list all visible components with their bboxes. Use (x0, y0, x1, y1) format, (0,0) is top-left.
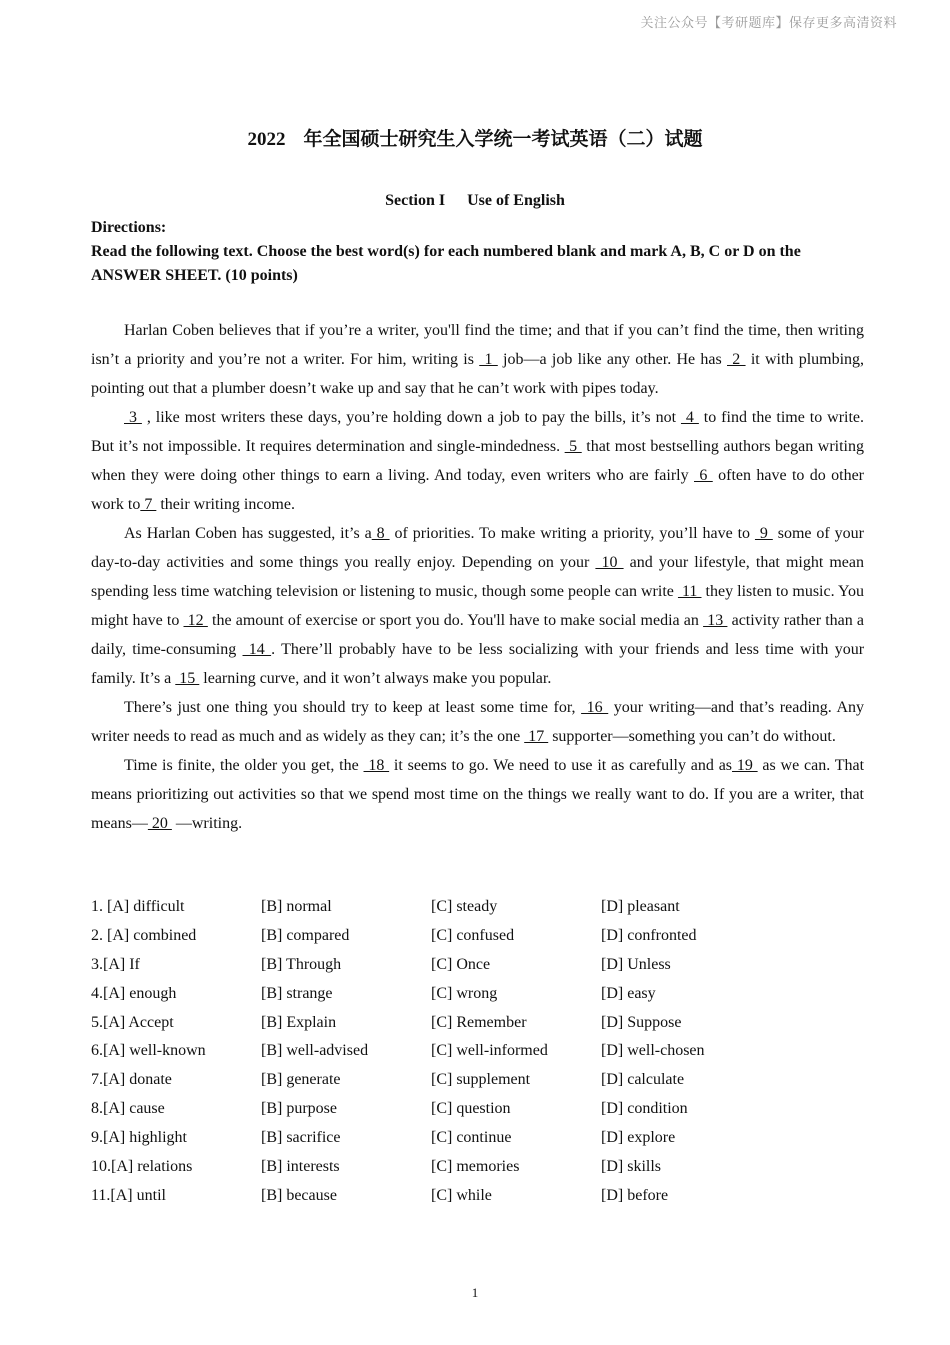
option-a: 7.[A] donate (91, 1071, 172, 1089)
option-row (91, 1153, 891, 1182)
option-d: [D] condition (601, 1100, 688, 1118)
blank-9: 9 (754, 525, 773, 542)
paragraph-3 (91, 519, 864, 693)
option-a: 8.[A] cause (91, 1100, 165, 1118)
passage-text: Harlan Coben believes that if you’re a writer, you'll find the time; and that if you can’t find the time, then writing isn’t a priority and you’re not a writer. For him, writing is (91, 322, 864, 368)
blank-13: 13 (703, 612, 728, 629)
option-row (91, 1182, 891, 1211)
option-row (91, 893, 891, 922)
blank-2: 2 (727, 351, 746, 368)
option-a: 6.[A] well-known (91, 1042, 206, 1060)
page-number: 1 (471, 1285, 479, 1300)
blank-12: 12 (183, 612, 208, 629)
passage-text: and your lifestyle, that might mean spending less time watching television or listening to music, though some people can write (91, 554, 865, 600)
option-c: [C] while (431, 1186, 492, 1204)
blank-15: 15 (175, 670, 200, 687)
passage-text: Time is finite, the older you get, the (124, 757, 364, 774)
passage-text: job—a job like any other. He has (497, 351, 728, 368)
option-b: [B] well-advised (261, 1042, 369, 1060)
option-b: [B] because (261, 1186, 337, 1204)
option-d: [D] easy (601, 984, 656, 1002)
exam-title (0, 124, 950, 151)
passage-text: it with plumbing, pointing out that a plumber doesn’t wake up and say that he can’t work with pipes today. (91, 351, 865, 397)
passage-text: learning curve, and it won’t always make you popular. (199, 670, 552, 687)
directions-heading: Directions: (91, 219, 167, 236)
option-row (91, 980, 891, 1009)
option-a: 2. [A] combined (91, 926, 197, 944)
passage-text: , like most writers these days, you’re holding down a job to pay the bills, it’s not (141, 409, 681, 426)
passage-text: they listen to music. You might have to (91, 583, 865, 629)
paragraph-1 (91, 316, 864, 403)
passage-text: . There’ll probably have to be less socializing with your friends and less time with your family. It’s a (91, 641, 865, 687)
passage-text: the amount of exercise or sport you do. You'll have to make social media an (207, 612, 704, 629)
blank-17: 17 (524, 728, 549, 745)
passage-text: your writing—and that’s reading. Any writer needs to read as much and as widely as they can; it’s the one (91, 699, 864, 745)
section-heading (0, 192, 950, 210)
passage-text: of priorities. To make writing a priority, you’ll have to (389, 525, 755, 542)
option-c: [C] confused (431, 926, 515, 944)
blank-5: 5 (564, 438, 582, 455)
blank-14: 14 (242, 641, 272, 658)
blank-3: 3 (124, 409, 142, 426)
option-b: [B] normal (261, 898, 332, 915)
blank-18: 18 (363, 757, 390, 774)
reading-passage (91, 316, 864, 838)
passage-text: their writing income. (156, 496, 295, 513)
option-c: [C] memories (431, 1158, 520, 1176)
option-b: [B] purpose (261, 1100, 337, 1118)
passage-text: some of your day-to-day activities and some things you really enjoy. Depending on your (91, 525, 864, 571)
paragraph-4 (91, 693, 864, 751)
option-row (91, 1066, 891, 1095)
option-b: [B] Explain (261, 1013, 337, 1031)
blank-10: 10 (595, 554, 624, 571)
option-b: [B] interests (261, 1158, 340, 1176)
option-a: 5.[A] Accept (91, 1013, 174, 1031)
option-row (91, 1009, 891, 1038)
blank-6: 6 (694, 467, 713, 484)
option-d: [D] Unless (601, 955, 671, 973)
option-d: [D] Suppose (601, 1013, 682, 1031)
option-row (91, 1037, 891, 1066)
option-a: 10.[A] relations (91, 1158, 193, 1176)
option-c: [C] wrong (431, 984, 498, 1002)
passage-text: it seems to go. We need to use it as carefully and as (389, 757, 733, 774)
blank-19: 19 (732, 757, 758, 774)
option-a: 9.[A] highlight (91, 1129, 187, 1147)
option-d: [D] skills (601, 1158, 661, 1176)
section-name: Use of English (467, 192, 565, 209)
paragraph-5 (91, 751, 864, 838)
answer-options (91, 893, 891, 1211)
option-d: [D] confronted (601, 926, 697, 944)
option-d: [D] before (601, 1186, 669, 1204)
option-row (91, 922, 891, 951)
option-b: [B] sacrifice (261, 1129, 341, 1147)
option-c: [C] Remember (431, 1013, 527, 1031)
option-a: 3.[A] If (91, 955, 140, 973)
passage-text: that most bestselling authors began writing when they were doing other things to earn a living. And today, even writers who are fairly (91, 438, 864, 484)
directions-text: Read the following text. Choose the best word(s) for each numbered blank and mark A, B, C or D on the ANSWER SHEET. (10 points) (91, 243, 801, 284)
option-row (91, 1095, 891, 1124)
option-c: [C] well-informed (431, 1042, 548, 1060)
passage-text: to find the time to write. But it’s not impossible. It requires determination and single-mindedness. (91, 409, 865, 455)
directions-block (91, 216, 866, 288)
passage-text: as we can. That means prioritizing out activities so that we spend most time on the things we really want to do. If you are a writer, that means— (91, 757, 865, 832)
option-b: [B] strange (261, 984, 333, 1002)
option-c: [C] continue (431, 1129, 512, 1147)
blank-20: 20 (147, 815, 172, 832)
passage-text: —writing. (171, 815, 243, 832)
paragraph-2 (91, 403, 864, 519)
option-d: [D] explore (601, 1129, 676, 1147)
option-c: [C] supplement (431, 1071, 531, 1089)
blank-11: 11 (677, 583, 702, 600)
option-b: [B] Through (261, 955, 342, 973)
passage-text: often have to do other work to (91, 467, 865, 513)
exam-title-text: 年全国硕士研究生入学统一考试英语（二）试题 (303, 128, 703, 150)
section-label: Section I (385, 192, 446, 209)
option-row (91, 951, 891, 980)
option-d: [D] pleasant (601, 898, 680, 915)
option-a: 1. [A] difficult (91, 898, 185, 915)
option-d: [D] calculate (601, 1071, 685, 1089)
option-c: [C] steady (431, 898, 498, 915)
passage-text: There’s just one thing you should try to keep at least some time for, (124, 699, 582, 716)
passage-text: activity rather than a daily, time-consuming (91, 612, 865, 658)
blank-8: 8 (371, 525, 390, 542)
option-row (91, 1124, 891, 1153)
option-c: [C] question (431, 1100, 511, 1118)
option-c: [C] Once (431, 955, 491, 973)
blank-16: 16 (581, 699, 609, 716)
watermark-text: 关注公众号【考研题库】保存更多高清资料 (640, 16, 897, 31)
passage-text: As Harlan Coben has suggested, it’s a (124, 525, 372, 542)
passage-text: supporter—something you can’t do without. (548, 728, 836, 745)
option-a: 11.[A] until (91, 1186, 166, 1204)
exam-year: 2022 (247, 129, 286, 150)
blank-4: 4 (680, 409, 699, 426)
option-a: 4.[A] enough (91, 984, 177, 1002)
option-d: [D] well-chosen (601, 1042, 705, 1060)
option-b: [B] compared (261, 926, 350, 944)
blank-1: 1 (479, 351, 498, 368)
blank-7: 7 (140, 496, 157, 513)
option-b: [B] generate (261, 1071, 341, 1089)
